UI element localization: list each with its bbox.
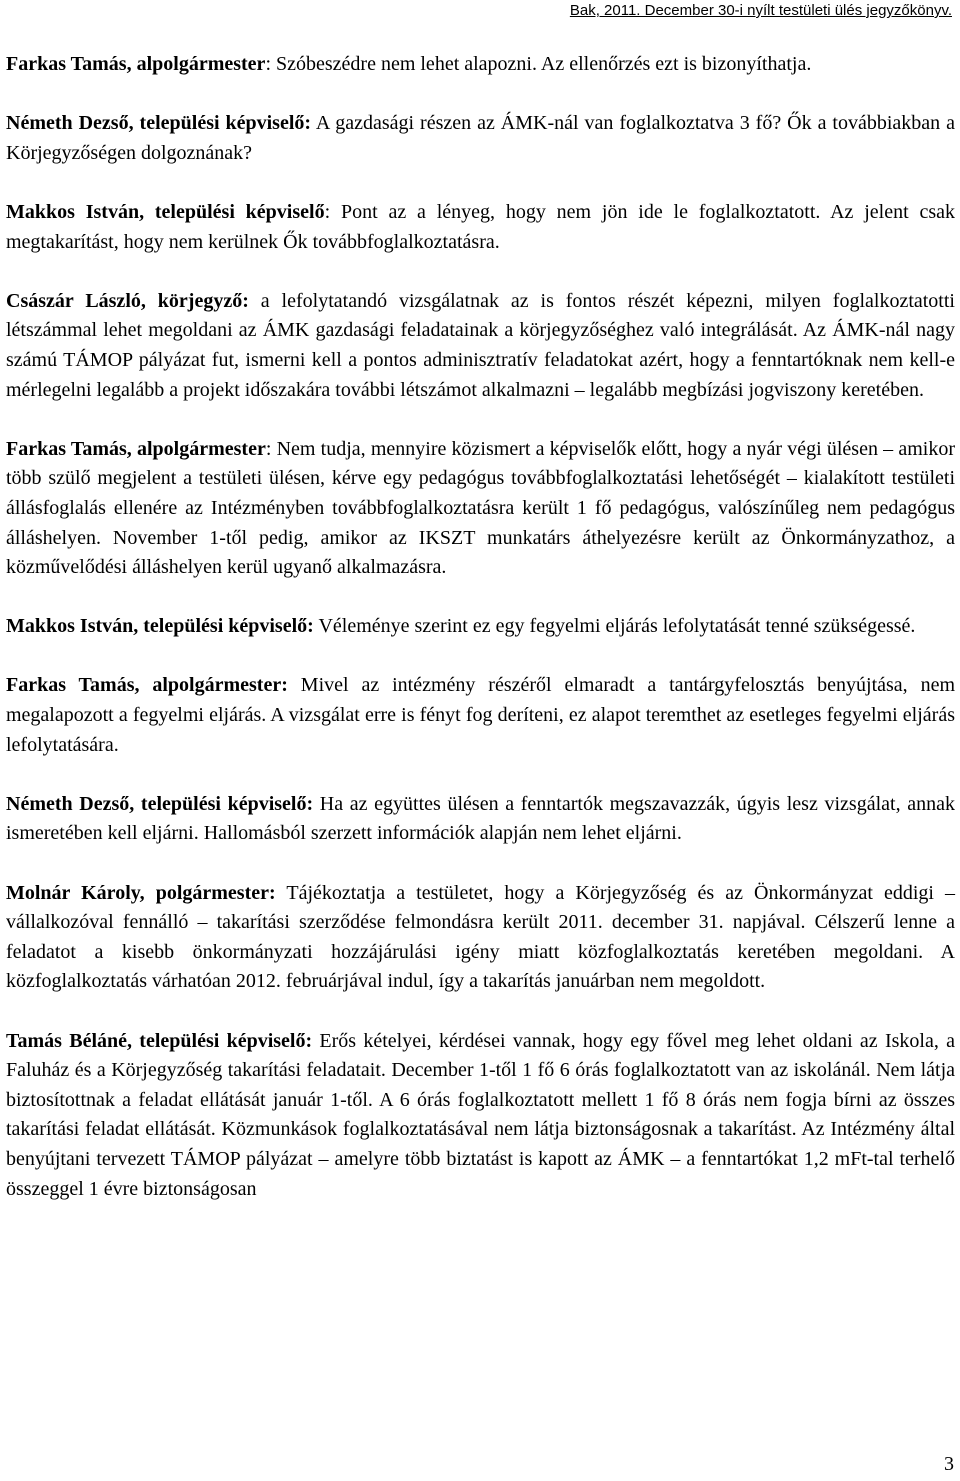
paragraph xyxy=(6,612,955,642)
speaker-name: Makkos István, települési képviselő: xyxy=(6,615,314,638)
paragraph-text: Erős kételyei, kérdései vannak, hogy egy fővel meg lehet oldani az Iskola, a Faluház és a Körjegyzőség takarítási feladatait. December 1-től 1 fő 6 órás foglalkoztatott van az iskolánál. Nem látja biztosítottnak a feladat ellátását január 1-től. A 6 órás foglalkoztatott mellett 1 fő 8 órás nem fogja bírni az összes takarítási feladat ellátását. Közmunkások foglalkoztatásával nem látja biztonságosnak a takarítást. Az Intézmény által benyújtani tervezett TÁMOP pályázat – amelyre több biztatást is kapott az ÁMK – a fenntartókat 1,2 mFt-tal terhelő összeggel 1 évre biztonságosan xyxy=(6,1029,955,1200)
speaker-name: Tamás Béláné, települési képviselő: xyxy=(6,1029,313,1052)
paragraph xyxy=(6,435,955,583)
paragraph-text: : Nem tudja, mennyire közismert a képviselők előtt, hogy a nyár végi ülésen – amikor több szülő megjelent a testületi ülésen, kérve egy pedagógus továbbfoglalkoztatási lehetőségét – kialakított testületi állásfoglalás ellenére az Intézményben továbbfoglalkoztatásra került 1 fő pedagógus, valószínűleg nem pedagógus álláshelyen. November 1-től pedig, amikor az IKSZT munkatárs áthelyezésre került az Önkormányzathoz, a közművelődési álláshelyen kerül ugyanő alkalmazásra. xyxy=(6,437,956,579)
paragraph xyxy=(6,671,955,760)
paragraph xyxy=(6,109,955,168)
paragraph-text: A gazdasági részen az ÁMK-nál van foglalkoztatva 3 fő? Ők a továbbiakban a Körjegyzőségen dolgoznának? xyxy=(6,112,955,164)
speaker-name: Farkas Tamás, alpolgármester: xyxy=(6,674,288,697)
paragraph-text: : Szóbeszédre nem lehet alapozni. Az ellenőrzés ezt is bizonyíthatja. xyxy=(265,53,812,75)
paragraph-text: Ha az együttes ülésen a fenntartók megszavazzák, úgyis lesz vizsgálat, annak ismeretében kell eljárni. Hallomásból szerzett információk alapján nem lehet eljárni. xyxy=(6,792,955,845)
document-body xyxy=(6,50,955,1234)
speaker-name: Molnár Károly, polgármester: xyxy=(6,881,276,904)
speaker-name: Farkas Tamás, alpolgármester xyxy=(6,437,266,460)
paragraph-text: : Pont az a lényeg, hogy nem jön ide le foglalkoztatott. Az jelent csak megtakarítást, hogy nem kerülnek Ők továbbfoglalkoztatásra. xyxy=(6,200,955,253)
speaker-name: Farkas Tamás, alpolgármester xyxy=(6,53,266,75)
paragraph xyxy=(6,198,955,257)
speaker-name: Németh Dezső, települési képviselő: xyxy=(6,112,312,135)
paragraph xyxy=(6,1027,955,1205)
paragraph xyxy=(6,287,955,405)
paragraph xyxy=(6,879,955,997)
speaker-name: Németh Dezső, települési képviselő: xyxy=(6,792,314,815)
paragraph-text: Véleménye szerint ez egy fegyelmi eljárás lefolytatását tenné szükségessé. xyxy=(313,615,916,638)
page-number: 3 xyxy=(944,1453,954,1475)
paragraph-text: Mivel az intézmény részéről elmaradt a tantárgyfelosztás benyújtása, nem megalapozott a fegyelmi eljárás. A vizsgálat erre is fényt fog deríteni, ez alapot teremthet az esetleges fegyelmi eljárás lefolytatására. xyxy=(6,674,955,756)
paragraph-text: a lefolytatandó vizsgálatnak az is fontos részét képezni, milyen foglalkoztatotti létszámmal lehet megoldani az ÁMK gazdasági feladatainak a körjegyzőséghez való integrálását. Az ÁMK-nál nagy számú TÁMOP pályázat fut, ismerni kell a pontos adminisztratív feladatokat azért, hogy a fenntartóknak nem kell-e mérlegelni legalább a projekt időszakára további létszámot alkalmazni – legalább megbízási jogviszony keretében. xyxy=(6,289,955,401)
paragraph xyxy=(6,790,955,849)
speaker-name: Császár László, körjegyző: xyxy=(6,289,249,312)
speaker-name: Makkos István, települési képviselő xyxy=(6,200,325,223)
paragraph-text: Tájékoztatja a testületet, hogy a Körjegyzőség és az Önkormányzat eddigi – vállalkozóval fennálló – takarítási szerződése felmondásra került 2011. december 31. napjával. Célszerű lenne a feladatot a kisebb önkormányzati hozzájárulási igény miatt közfoglalkoztatás keretében megoldani. A közfoglalkoztatás várhatóan 2012. februárjával indul, így a takarítás januárban nem megoldott. xyxy=(6,881,955,993)
running-header: Bak, 2011. December 30-i nyílt testületi ülés jegyzőkönyv. xyxy=(569,2,952,19)
paragraph xyxy=(6,50,955,80)
